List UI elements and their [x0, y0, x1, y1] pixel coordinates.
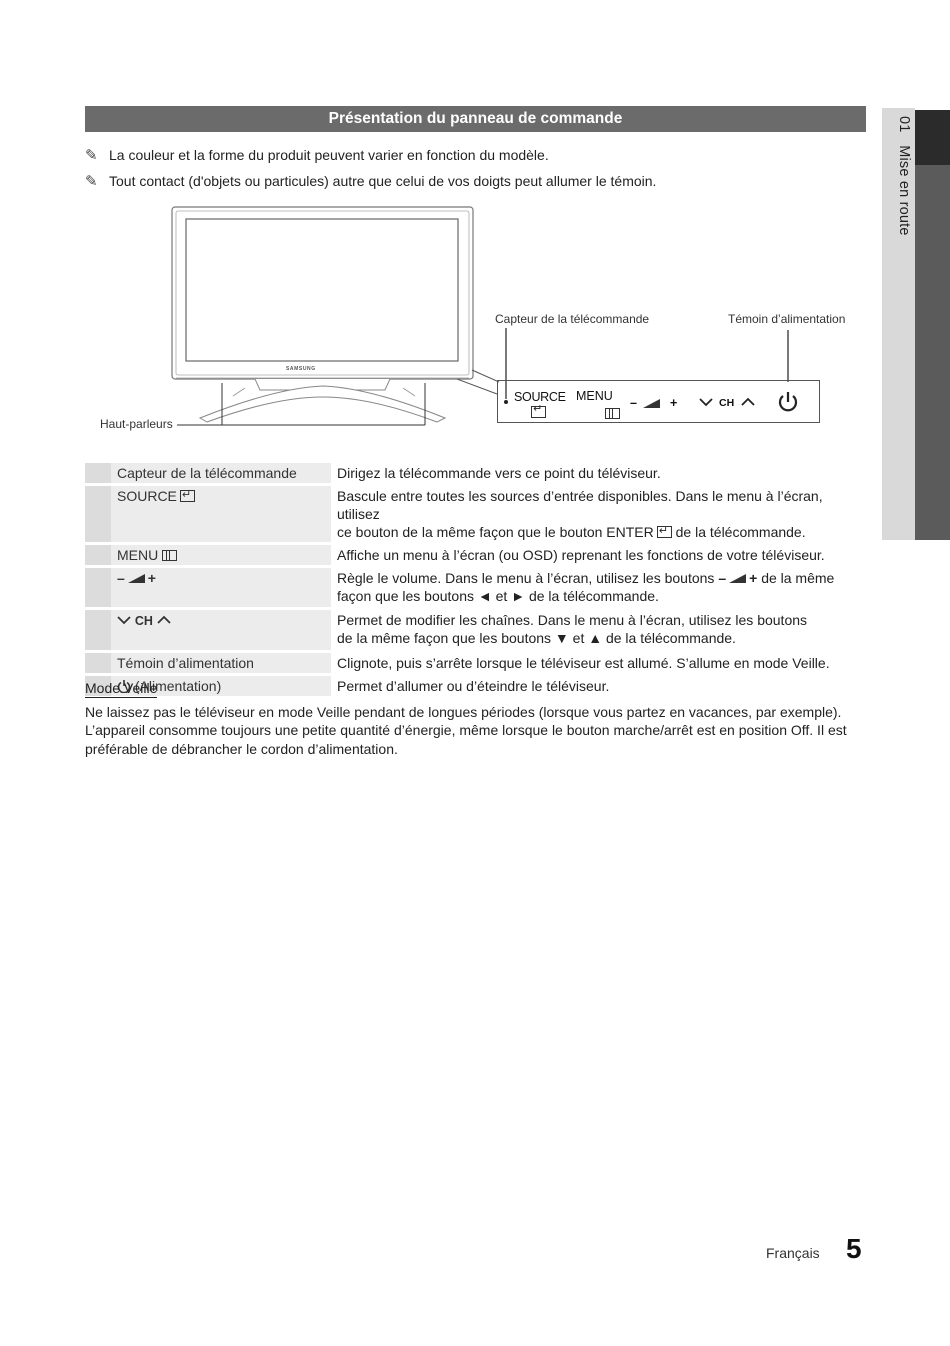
- row-key: SOURCE: [117, 488, 177, 504]
- chapter-tab-label: [886, 116, 912, 416]
- row-desc: Permet d’allumer ou d’éteindre le téléviseur.: [337, 678, 610, 694]
- table-row: – + Règle le volume. Dans le menu à l’écran, utilisez les boutons – + de la même façon que les boutons ◄ et ► de la télécommande.: [85, 568, 866, 607]
- controls-table: [85, 460, 866, 699]
- table-row: [85, 463, 866, 483]
- standby-heading: Mode Veille: [85, 680, 158, 696]
- table-row: [85, 610, 866, 650]
- remote-sensor-dot: [504, 400, 508, 404]
- chapter-number: 01: [896, 116, 912, 133]
- tv-screen: [186, 219, 458, 361]
- panel-ch-label: CH: [719, 397, 735, 409]
- chapter-tab-band: [915, 165, 950, 540]
- chapter-title: Mise en route: [896, 145, 912, 236]
- section-title: Présentation du panneau de commande: [85, 106, 866, 132]
- volume-icon: [128, 574, 145, 583]
- note-item: [85, 146, 549, 165]
- footer-language: Français: [766, 1245, 820, 1261]
- volume-plus-label: +: [147, 570, 156, 586]
- standby-paragraph: Ne laissez pas le téléviseur en mode Veille pendant de longues périodes (lorsque vous partez en vacances, par exemple). L’appareil consomme toujours une petite quantité d’énergie, même lorsque le bouton marche/arrêt est en position Off. Il est préférable de débrancher le cordon d’alimentation.: [85, 704, 847, 757]
- note-text: Tout contact (d'objets ou particules) autre que celui de vos doigts peut allumer le témoin.: [109, 173, 657, 189]
- chapter-tab-marker: [915, 110, 950, 165]
- chevron-up-icon: [741, 397, 755, 407]
- callout-speakers-label: Haut-parleurs: [100, 417, 173, 431]
- row-desc: de la même: [761, 570, 835, 586]
- callout-power-led-label: Témoin d’alimentation: [728, 312, 846, 326]
- row-desc: façon que les boutons ◄ et ► de la télécommande.: [337, 588, 659, 604]
- table-row: [85, 486, 866, 542]
- pencil-note-icon: ✎: [85, 173, 98, 190]
- chevron-up-icon: [157, 615, 171, 625]
- row-desc: de la télécommande.: [675, 524, 806, 540]
- volume-icon: [643, 399, 660, 408]
- row-desc: Clignote, puis s’arrête lorsque le téléviseur est allumé. S’allume en mode Veille.: [337, 655, 830, 671]
- row-key: CH: [134, 614, 153, 628]
- menu-icon: [162, 550, 177, 561]
- table-row: [85, 653, 866, 673]
- enter-icon: [180, 490, 195, 502]
- menu-icon: [605, 408, 620, 419]
- row-desc: Dirigez la télécommande vers ce point du téléviseur.: [337, 465, 661, 481]
- table-row: [85, 676, 866, 696]
- row-desc: Permet de modifier les chaînes. Dans le menu à l’écran, utilisez les boutons: [337, 612, 808, 628]
- pencil-note-icon: ✎: [85, 147, 98, 164]
- row-key: Capteur de la télécommande: [111, 463, 331, 483]
- panel-menu-label: MENU: [576, 389, 613, 403]
- volume-icon: [729, 574, 746, 583]
- callout-sensor-label: Capteur de la télécommande: [495, 312, 650, 326]
- table-row: [85, 545, 866, 565]
- row-key: (Alimentation): [134, 678, 222, 694]
- page-number: 5: [846, 1233, 862, 1264]
- row-desc: Règle le volume. Dans le menu à l’écran, utilisez les boutons: [337, 570, 715, 586]
- row-desc: Bascule entre toutes les sources d’entrée disponibles. Dans le menu à l’écran, utilisez: [337, 488, 823, 522]
- tv-brand-logo: SAMSUNG: [286, 366, 316, 372]
- panel-source-label: SOURCE: [514, 390, 566, 404]
- note-text: La couleur et la forme du produit peuvent varier en fonction du modèle.: [109, 147, 549, 163]
- row-desc: Affiche un menu à l’écran (ou OSD) reprenant les fonctions de votre téléviseur.: [337, 547, 825, 563]
- note-item: [85, 172, 656, 191]
- chevron-down-icon: [117, 615, 131, 625]
- volume-minus-label: –: [117, 570, 125, 586]
- source-enter-icon: [531, 406, 546, 418]
- panel-volume-minus: –: [630, 396, 637, 410]
- power-icon: [777, 390, 799, 414]
- row-key: Témoin d’alimentation: [111, 653, 331, 673]
- row-desc: de la même façon que les boutons ▼ et ▲ de la télécommande.: [337, 630, 736, 646]
- panel-volume-plus: +: [670, 396, 678, 410]
- row-key: MENU: [117, 547, 159, 563]
- chevron-down-icon: [699, 397, 713, 407]
- row-desc: ce bouton de la même façon que le bouton ENTER: [337, 524, 654, 540]
- enter-icon: [657, 526, 672, 538]
